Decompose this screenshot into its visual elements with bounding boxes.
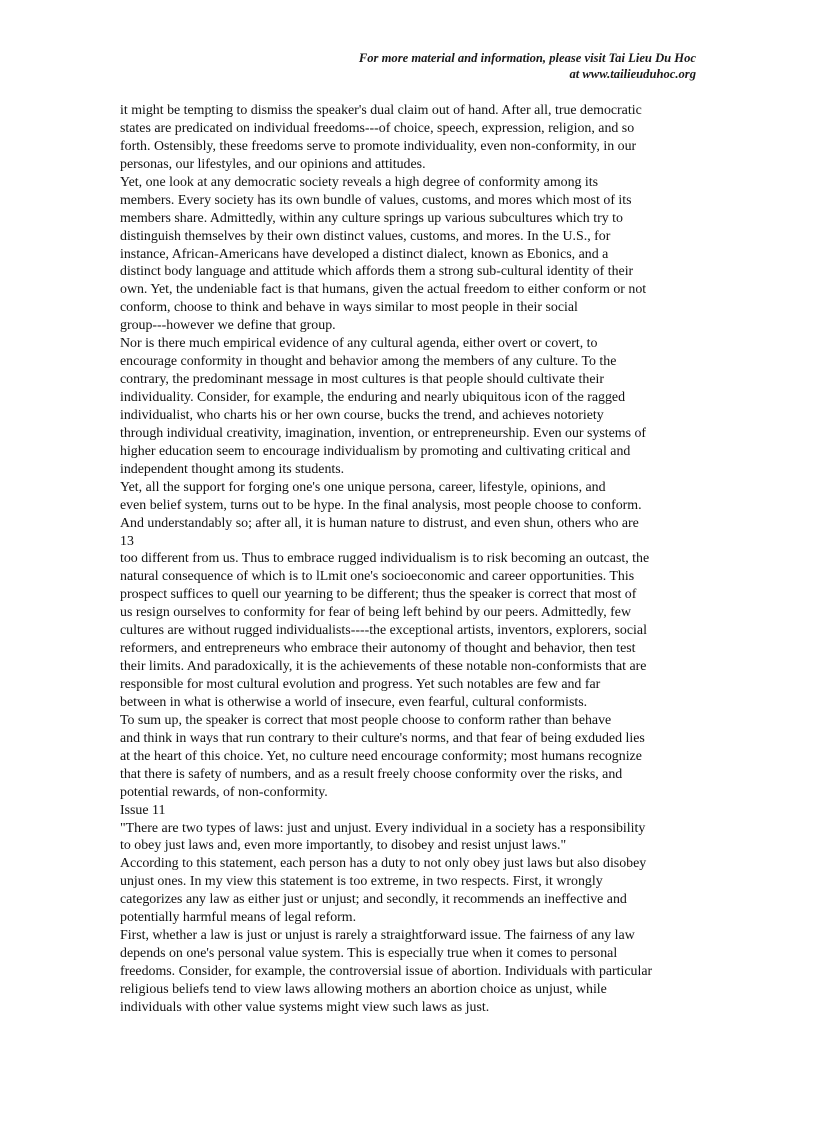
text-line: their limits. And paradoxically, it is the achievements of these notable non-conformists that are [120, 659, 647, 675]
text-line: between in what is otherwise a world of insecure, even fearful, cultural conformists. [120, 694, 588, 710]
text-line: members. Every society has its own bundle of values, customs, and mores which most of its [120, 192, 632, 208]
text-line: too different from us. Thus to embrace rugged individualism is to risk becoming an outcast, the [120, 551, 650, 567]
document-body [120, 102, 692, 1017]
text-line: Nor is there much empirical evidence of any cultural agenda, either overt or covert, to [120, 336, 598, 352]
page-number: 13 [120, 533, 134, 549]
text-line: prospect suffices to quell our yearning to be different; thus the speaker is correct that most of [120, 587, 637, 603]
text-line: individuality. Consider, for example, the enduring and nearly ubiquitous icon of the ragged [120, 390, 626, 405]
text-line: forth. Ostensibly, these freedoms serve to promote individuality, even non-conformity, in our [120, 138, 637, 154]
text-line: distinguish themselves by their own distinct values, customs, and mores. In the U.S., for [120, 228, 611, 244]
header-link-line: at www.tailieuduhoc.org [569, 67, 696, 81]
text-line: religious beliefs tend to view laws allowing mothers an abortion choice as unjust, while [120, 981, 607, 997]
text-line: to obey just laws and, even more importantly, to disobey and resist unjust laws." [120, 838, 567, 854]
text-line: us resign ourselves to conformity for fear of being left behind by our peers. Admittedly, few [120, 605, 631, 621]
text-line: higher education seem to encourage individualism by promoting and cultivating critical and [120, 443, 631, 459]
text-line: individualist, who charts his or her own course, bucks the trend, and achieves notoriety [120, 407, 604, 423]
text-line: First, whether a law is just or unjust is rarely a straightforward issue. The fairness of any law [120, 928, 635, 944]
text-line: individuals with other value systems might view such laws as just. [120, 999, 490, 1015]
text-line: own. Yet, the undeniable fact is that humans, given the actual freedom to either conform or not [120, 282, 647, 298]
text-line: and think in ways that run contrary to their culture's norms, and that fear of being exduded lies [120, 730, 645, 746]
text-line: states are predicated on individual freedoms---of choice, speech, expression, religion, and so [120, 120, 635, 136]
text-line: responsible for most cultural evolution and progress. Yet such notables are few and far [120, 677, 601, 692]
text-line: distinct body language and attitude which affords them a strong sub-cultural identity of their [120, 264, 634, 280]
text-line: "There are two types of laws: just and unjust. Every individual in a society has a responsibility [120, 820, 646, 836]
text-line: it might be tempting to dismiss the speaker's dual claim out of hand. After all, true democratic [120, 103, 642, 118]
text-line: And understandably so; after all, it is human nature to distrust, and even shun, others who are [120, 515, 639, 531]
text-line: potentially harmful means of legal reform. [120, 910, 357, 926]
text-line: through individual creativity, imagination, invention, or entrepreneurship. Even our systems of [120, 425, 647, 441]
text-line: encourage conformity in thought and behavior among the members of any culture. To the [120, 354, 617, 370]
header-line-1: For more material and information, please visit Tai Lieu Du Hoc [358, 51, 696, 65]
text-line: depends on one's personal value system. This is especially true when it comes to personal [120, 946, 618, 962]
text-line: instance, African-Americans have developed a distinct dialect, known as Ebonics, and a [120, 246, 609, 262]
text-line: group---however we define that group. [120, 318, 336, 334]
text-line: at the heart of this choice. Yet, no culture need encourage conformity; most humans recognize [120, 748, 642, 764]
page-header [136, 50, 696, 82]
text-line: Yet, all the support for forging one's one unique persona, career, lifestyle, opinions, and [120, 479, 606, 495]
text-line: categorizes any law as either just or unjust; and secondly, it recommends an ineffective and [120, 892, 627, 908]
text-line: natural consequence of which is to lLmit one's socioeconomic and career opportunities. This [120, 569, 635, 585]
text-line: reformers, and entrepreneurs who embrace their autonomy of thought and behavior, then test [120, 641, 636, 657]
text-line: personas, our lifestyles, and our opinions and attitudes. [120, 156, 426, 172]
text-line: freedoms. Consider, for example, the controversial issue of abortion. Individuals with particular [120, 964, 653, 979]
text-line: conform, choose to think and behave in ways similar to most people in their social [120, 300, 578, 316]
text-line: To sum up, the speaker is correct that most people choose to conform rather than behave [120, 712, 612, 728]
text-line: independent thought among its students. [120, 461, 345, 477]
text-line: that there is safety of numbers, and as a result freely choose conformity over the risks, and [120, 766, 623, 782]
text-line: Yet, one look at any democratic society reveals a high degree of conformity among its [120, 174, 599, 190]
text-line: Issue 11 [120, 802, 166, 818]
text-line: unjust ones. In my view this statement is too extreme, in two respects. First, it wrongly [120, 874, 603, 890]
text-line: potential rewards, of non-conformity. [120, 784, 328, 800]
text-line: members share. Admittedly, within any culture springs up various subcultures which try to [120, 210, 623, 226]
text-line: even belief system, turns out to be hype. In the final analysis, most people choose to conform. [120, 497, 642, 513]
text-line: cultures are without rugged individualists----the exceptional artists, inventors, explorers, social [120, 623, 647, 639]
text-line: contrary, the predominant message in most cultures is that people should cultivate their [120, 372, 604, 388]
text-line: According to this statement, each person has a duty to not only obey just laws but also disobey [120, 856, 647, 872]
